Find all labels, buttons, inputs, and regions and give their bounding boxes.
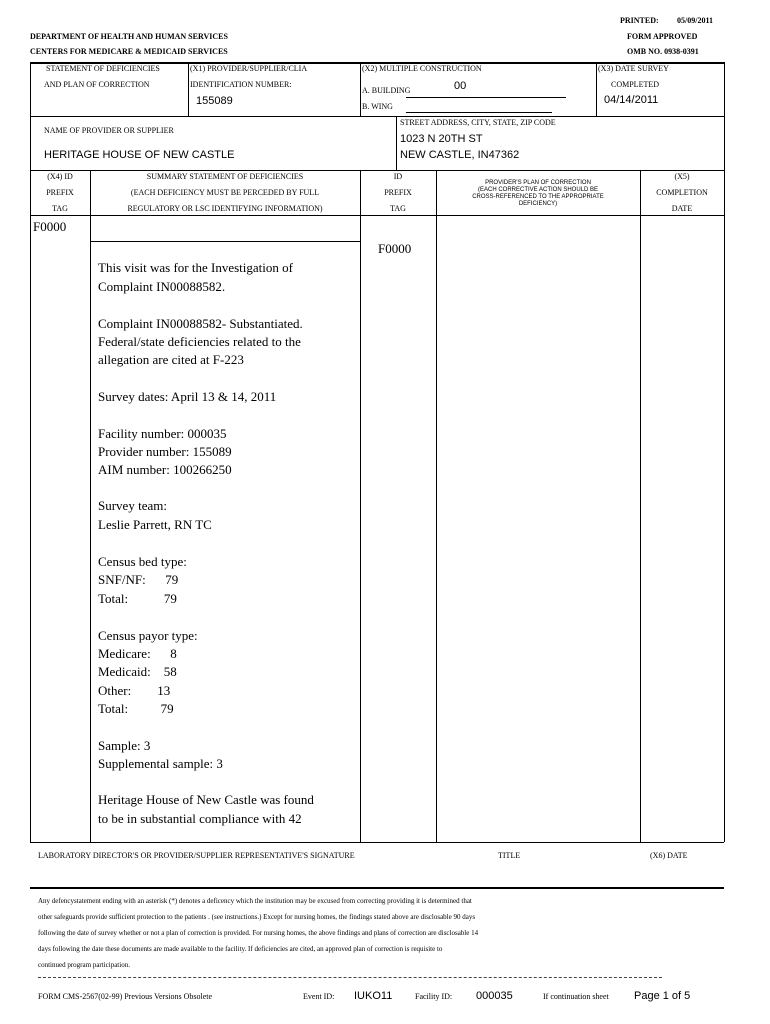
provider-name-label: NAME OF PROVIDER OR SUPPLIER: [44, 126, 174, 135]
x5-completion: COMPLETION: [656, 188, 708, 197]
body-line: Other: 13: [98, 683, 171, 698]
id-label: ID: [393, 172, 403, 181]
body-line: Medicare: 8: [98, 646, 177, 661]
signature-label: LABORATORY DIRECTOR'S OR PROVIDER/SUPPLIER REPRESENTATIVE'S SIGNATURE: [38, 851, 355, 860]
x4-tag: TAG: [52, 204, 68, 213]
x5-label: (X5): [674, 172, 690, 181]
plan-header-3: CROSS-REFERENCED TO THE APPROPRIATE: [472, 194, 604, 200]
address-label: STREET ADDRESS, CITY, STATE, ZIP CODE: [400, 118, 556, 127]
x4-label: (X4) ID: [47, 172, 73, 181]
body-line: Medicaid: 58: [98, 664, 177, 679]
body-line: Federal/state deficiencies related to the: [98, 334, 301, 349]
body-line: Total: 79: [98, 591, 177, 606]
body-line: Complaint IN00088582- Substantiated.: [98, 316, 303, 331]
summary-header-3: REGULATORY OR LSC IDENTIFYING INFORMATION): [127, 204, 323, 213]
disclaimer-line: days following the date these documents are made available to the facility. If deficiencies are cited, an approved plan of correction is requisite to: [38, 945, 443, 953]
event-id: IUKO11: [354, 990, 393, 1002]
id-prefix: PREFIX: [384, 188, 412, 197]
body-line: Total: 79: [98, 701, 174, 716]
disclaimer-line: following the date of survey whether or not a plan of correction is provided. For nursing homes, the above findings and plans of correction are disclosable 14: [38, 929, 479, 937]
stmt-label-1: STATEMENT OF DEFICIENCIES: [46, 64, 160, 73]
printed-date: 05/09/2011: [677, 16, 714, 25]
summary-header-1: SUMMARY STATEMENT OF DEFICIENCIES: [146, 172, 304, 181]
body-line: Heritage House of New Castle was found: [98, 792, 314, 807]
plan-header-4: DEFICIENCY): [518, 201, 558, 207]
wing-label: B. WING: [362, 102, 393, 111]
x3-label: (X3) DATE SURVEY: [598, 64, 669, 73]
form-number: FORM CMS-2567(02-99) Previous Versions Obsolete: [38, 992, 213, 1001]
building-value: 00: [454, 80, 467, 92]
x6-date-label: (X6) DATE: [650, 851, 688, 860]
body-line: AIM number: 100266250: [98, 462, 232, 477]
left-tag: F0000: [33, 219, 67, 234]
event-id-label: Event ID:: [303, 992, 335, 1001]
plan-header-1: PROVIDER'S PLAN OF CORRECTION: [485, 180, 591, 186]
x3-sublabel: COMPLETED: [611, 80, 659, 89]
disclaimer-line: continued program participation.: [38, 961, 130, 969]
facility-id: 000035: [476, 990, 513, 1002]
city-state-zip: NEW CASTLE, IN47362: [400, 149, 520, 161]
x5-date: DATE: [671, 204, 693, 213]
summary-header-2: (EACH DEFICIENCY MUST BE PERCEDED BY FULL: [130, 188, 320, 197]
centers-heading: CENTERS FOR MEDICARE & MEDICAID SERVICES: [30, 47, 228, 56]
title-label: TITLE: [498, 851, 521, 860]
body-line: Facility number: 000035: [98, 426, 227, 441]
body-line: Census bed type:: [98, 554, 187, 569]
x4-prefix: PREFIX: [46, 188, 74, 197]
body-line: Leslie Parrett, RN TC: [98, 517, 212, 532]
right-tag: F0000: [378, 241, 412, 256]
disclaimer-line: Any defencystatement ending with an asterisk (*) denotes a deficency which the institution may be excused from correcting providing it is determined that: [38, 897, 472, 905]
body-line: Complaint IN00088582.: [98, 279, 226, 294]
provider-name: HERITAGE HOUSE OF NEW CASTLE: [44, 149, 235, 161]
body-line: to be in substantial compliance with 42: [98, 811, 302, 826]
id-tag: TAG: [390, 204, 406, 213]
street-address: 1023 N 20TH ST: [400, 133, 483, 145]
body-line: Survey team:: [98, 498, 167, 513]
provider-number: 155089: [196, 95, 233, 107]
body-line: SNF/NF: 79: [98, 572, 179, 587]
disclaimer-line: other safeguards provide sufficient protection to the patients . (see instructions.) Except for nursing homes, the findings stated above are disclosable 90 days: [38, 913, 476, 921]
body-line: Census payor type:: [98, 628, 198, 643]
x1-label: (X1) PROVIDER/SUPPLIER/CLIA: [190, 64, 308, 73]
dept-heading: DEPARTMENT OF HEALTH AND HUMAN SERVICES: [30, 32, 228, 41]
building-label: A. BUILDING: [362, 86, 411, 95]
body-line: Provider number: 155089: [98, 444, 232, 459]
body-line: This visit was for the Investigation of: [98, 260, 293, 275]
plan-header-2: (EACH CORRECTIVE ACTION SHOULD BE: [477, 187, 599, 193]
x2-label: (X2) MULTIPLE CONSTRUCTION: [362, 64, 482, 73]
omb-number: OMB NO. 0938-0391: [627, 47, 699, 56]
survey-completed-date: 04/14/2011: [604, 94, 659, 106]
x1-sublabel: IDENTIFICATION NUMBER:: [190, 80, 292, 89]
form-approved: FORM APPROVED: [627, 32, 698, 41]
printed-label: PRINTED:: [620, 16, 659, 25]
body-line: Supplemental sample: 3: [98, 756, 223, 771]
page-number: Page 1 of 5: [634, 990, 691, 1002]
continuation-label: If continuation sheet: [543, 992, 609, 1001]
stmt-label-2: AND PLAN OF CORRECTION: [44, 80, 150, 89]
body-line: allegation are cited at F-223: [98, 352, 244, 367]
facility-id-label: Facility ID:: [415, 992, 453, 1001]
body-line: Sample: 3: [98, 738, 151, 753]
body-line: Survey dates: April 13 & 14, 2011: [98, 389, 277, 404]
